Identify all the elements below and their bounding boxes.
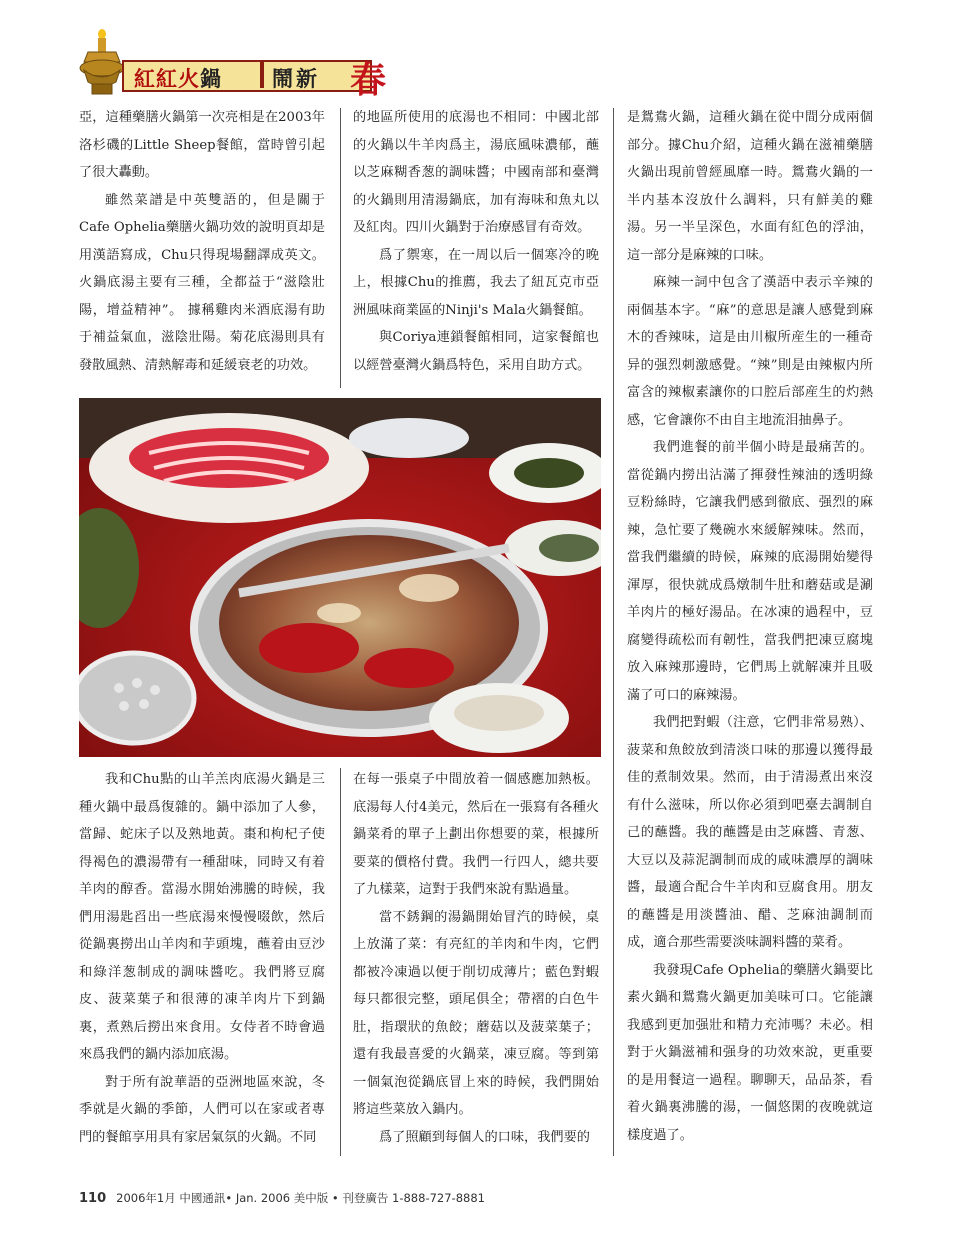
- paragraph: 爲了禦寒，在一周以后一個寒冷的晚上，根據Chu的推薦，我去了紐瓦克市亞洲風味商業區的Ninji's Mala火鍋餐館。: [353, 247, 599, 318]
- column-1-bottom: [79, 766, 325, 1151]
- paragraph: 爲了照顧到每個人的口味，我們要的: [379, 1129, 590, 1145]
- hotpot-icon: [78, 28, 126, 98]
- paragraph: 我們進餐的前半個小時是最痛苦的。當從鍋内撈出沾滿了揮發性辣油的透明綠豆粉絲時，它讓我們感到徹底、强烈的麻辣，急忙要了幾碗水來緩解辣味。然而，當我們繼續的時候，麻辣的底湯開始變得渾厚，很快就成爲燉制牛肚和蘑菇或是涮羊肉片的極好湯品。在冰凍的過程中，豆腐變得疏松而有韌性，當我們把凍豆腐塊放入麻辣那邊時，它們馬上就解凍并且吸滿了可口的麻辣湯。: [627, 440, 873, 703]
- header-banner: [122, 59, 387, 101]
- paragraph: 我發現Cafe Ophelia的藥膳火鍋要比素火鍋和鴛鴦火鍋更加美味可口。它能讓我感到更加强壯和精力充沛嗎？未必。相對于火鍋滋補和强身的功效來說，更重要的是用餐這一過程。聊聊天，品品茶，看着火鍋裏沸騰的湯，一個悠閑的夜晚就這樣度過了。: [627, 962, 873, 1143]
- page-number: 110: [79, 1191, 107, 1206]
- column-rule: [613, 108, 614, 1156]
- paragraph: 麻辣一詞中包含了漢語中表示辛辣的兩個基本字。“麻”的意思是讓人感覺到麻木的香辣味，這是由川椒所産生的一種奇异的强烈刺激感覺。“辣”則是由辣椒内所富含的辣椒素讓你的口腔后部産生的灼熱感，它會讓你不由自主地流泪抽鼻子。: [627, 275, 873, 428]
- paragraph: 在每一張桌子中間放着一個感應加熱板。底湯每人付4美元，然后在一張寫有各種火鍋菜肴的單子上劃出你想要的菜，根據所要菜的價格付費。我們一行四人，總共要了九樣菜，這對于我們來說有點過量。: [353, 772, 599, 897]
- header-title-part1: 紅紅火鍋: [134, 67, 222, 91]
- paragraph: 我和Chu點的山羊羔肉底湯火鍋是三種火鍋中最爲復雜的。鍋中添加了人參，當歸、蛇床子以及熟地黃。棗和枸杞子使得褐色的濃湯帶有一種甜味，同時又有着羊肉的醇香。當湯水開始沸騰的時候，我們用湯匙舀出一些底湯來慢慢啜飲，然后從鍋裏撈出山羊肉和芋頭塊，蘸着由豆沙和綠洋葱制成的調味醬吃。我們將豆腐皮、菠菜葉子和很薄的凍羊肉片下到鍋裏，煮熟后撈出來食用。女侍者不時會過來爲我們的鍋内添加底湯。: [79, 772, 325, 1062]
- paragraph: 雖然菜譜是中英雙語的，但是關于Cafe Ophelia藥膳火鍋功效的說明頁却是用漢語寫成，Chu只得現場翻譯成英文。火鍋底湯主要有三種，全都益于“滋陰壯陽，增益精神”。 據稱雞肉米酒底湯有助于補益氣血，滋陰壯陽。菊花底湯則具有發散風熱、清熱解毒和延緩衰老的功效。: [79, 192, 325, 373]
- column-rule: [340, 768, 341, 1156]
- header-title-part2: 鍋: [200, 67, 222, 91]
- column-2-bottom: [353, 766, 599, 1151]
- column-rule: [340, 108, 341, 388]
- header-title-part4: 春: [350, 59, 387, 101]
- page-footer: [79, 1190, 485, 1206]
- hotpot-photo: [79, 398, 601, 757]
- section-header: [78, 28, 387, 101]
- paragraph: 當不銹鋼的湯鍋開始冒汽的時候，桌上放滿了菜：有亮紅的羊肉和牛肉，它們都被冷凍過以便于削切成薄片；藍色對蝦每只都很完整，頭尾俱全；帶褶的白色牛肚，指環狀的魚餃；蘑菇以及菠菜葉子；還有我最喜愛的火鍋菜，凍豆腐。等到第一個氣泡從鍋底冒上來的時候，我們開始將這些菜放入鍋内。: [353, 909, 599, 1117]
- header-divider: [260, 62, 264, 88]
- paragraph: 是鴛鴦火鍋，這種火鍋在從中間分成兩個部分。據Chu介紹，這種火鍋在滋補藥膳火鍋出現前曾經風靡一時。鴛鴦火鍋的一半内基本沒放什么調料，只有鮮美的雞湯。另一半呈深色，水面有紅色的浮油，這一部分是麻辣的口味。: [627, 110, 873, 263]
- paragraph: 亞，這種藥膳火鍋第一次亮相是在2003年洛杉磯的Little Sheep餐館，當時曾引起了很大轟動。: [79, 110, 325, 180]
- column-3: [627, 104, 873, 1149]
- paragraph: 我們把對蝦（注意，它們非常易熟）、菠菜和魚餃放到清淡口味的那邊以獲得最佳的煮制效果。然而，由于清湯煮出來沒有什么滋味，所以你必須到吧臺去調制自己的蘸醬。我的蘸醬是由芝麻醬、青葱、大豆以及蒜泥調制而成的咸味濃厚的調味醬，最適合配合牛羊肉和豆腐食用。朋友的蘸醬是用淡醬油、醋、芝麻油調制而成，適合那些需要淡味調料醬的菜肴。: [627, 715, 873, 950]
- paragraph: 對于所有說華語的亞洲地區來說，冬季就是火鍋的季節，人們可以在家或者專門的餐館享用具有家居氣氛的火鍋。不同: [79, 1074, 325, 1145]
- column-2-top: [353, 104, 599, 379]
- header-title-part3: 鬧新: [272, 67, 320, 91]
- footer-text: 2006年1月 中國通訊• Jan. 2006 美中版 • 刊登廣告 1-888-727-8881: [116, 1191, 485, 1205]
- paragraph: 與Coriya連鎖餐館相同，這家餐館也以經營臺灣火鍋爲特色，采用自助方式。: [353, 330, 599, 373]
- paragraph: 的地區所使用的底湯也不相同：中國北部的火鍋以牛羊肉爲主，湯底風味濃郁，蘸以芝麻糊香葱的調味醬；中國南部和臺灣的火鍋則用清湯鍋底，加有海味和魚丸以及紅肉。四川火鍋對于治療感冒有奇效。: [353, 110, 599, 235]
- column-1-top: [79, 104, 325, 379]
